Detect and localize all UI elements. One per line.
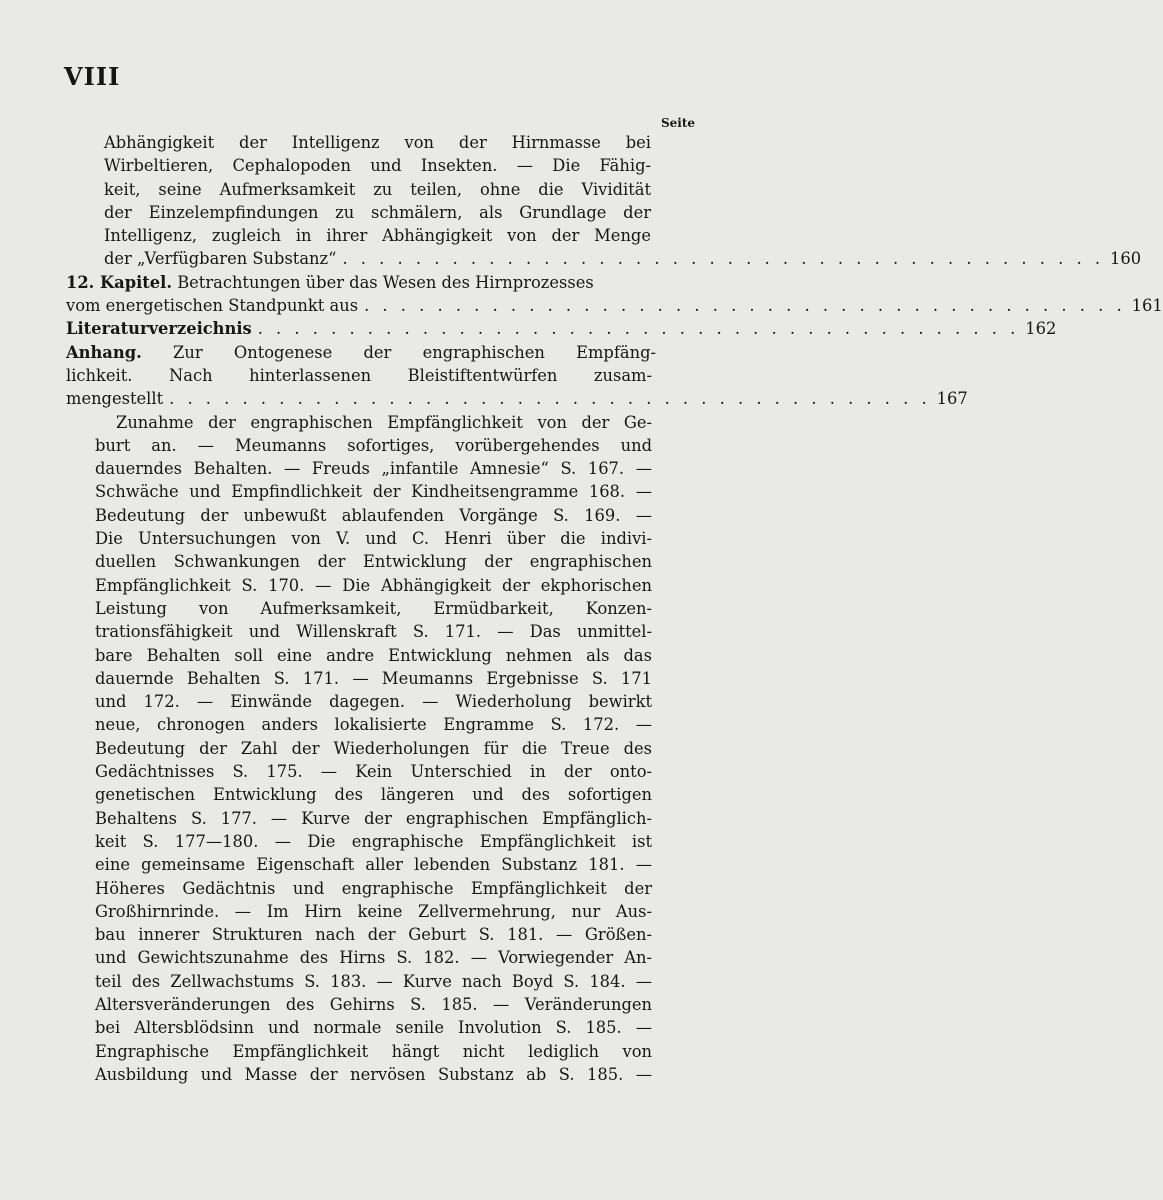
page-number: VIII xyxy=(64,62,121,91)
appendix-label: Anhang. xyxy=(66,342,142,362)
text-line: Engraphische Empfänglichkeit hängt nicht lediglich von xyxy=(95,1041,652,1061)
text-line: und Gewichtszunahme des Hirns S. 182. — Vorwiegender An- xyxy=(95,948,652,968)
chapter-number: 12. Kapitel. xyxy=(66,272,172,292)
text-line: bau innerer Strukturen nach der Geburt S. 181. — Größen- xyxy=(95,925,652,945)
appendix-title-line: mengestellt xyxy=(66,389,164,409)
text-line: genetischen Entwicklung des längeren und des sofortigen xyxy=(95,785,652,805)
toc-entry-line xyxy=(66,271,692,294)
text-line: Die Untersuchungen von V. und C. Henri über die indivi- xyxy=(95,529,652,549)
text-line: Abhängigkeit der Intelligenz von der Hirnmasse bei xyxy=(104,133,651,152)
appendix-title-line: Zur Ontogenese der engraphischen Empfäng- xyxy=(173,342,656,362)
text-line: Schwäche und Empfindlichkeit der Kindheitsengramme 168. — xyxy=(95,482,652,502)
text-line: duellen Schwankungen der Entwicklung der engraphischen xyxy=(95,552,652,572)
text-line: lichkeit. Nach hinterlassenen Bleistiftentwürfen zusam- xyxy=(66,365,652,385)
toc-page-ref: 161 xyxy=(1131,296,1163,316)
text-line: Behaltens S. 177. — Kurve der engraphischen Empfänglich- xyxy=(95,808,652,828)
toc-entry-text: Literaturverzeichnis xyxy=(66,319,252,339)
toc-entry-kapitel-12 xyxy=(0,271,1163,318)
toc-page-ref: 162 xyxy=(1025,319,1057,339)
text-line: eine gemeinsame Eigenschaft aller lebenden Substanz 181. — xyxy=(95,855,652,875)
text-line: Ausbildung und Masse der nervösen Substanz ab S. 185. — xyxy=(95,1064,652,1084)
toc-entry-literatur xyxy=(66,317,1057,340)
text-line: Bedeutung der Zahl der Wiederholungen für die Treue des xyxy=(95,738,652,758)
chapter-title-line: vom energetischen Standpunkt aus xyxy=(66,296,359,316)
text-line: dauerndes Behalten. — Freuds „infantile Amnesie“ S. 167. — xyxy=(95,459,652,479)
leader-dots: . . . . . . . . . . . . . . . . . . . . . . . . . . . . . . . . . . . . . . . . . . xyxy=(342,249,1104,269)
text-line: trationsfähigkeit und Willenskraft S. 171. — Das unmittel- xyxy=(95,622,652,642)
toc-block-2 xyxy=(0,411,724,1087)
text-line: dauernde Behalten S. 171. — Meumanns Ergebnisse S. 171 xyxy=(95,668,652,688)
text-line: Empfänglichkeit S. 170. — Die Abhängigkeit der ekphorischen xyxy=(95,575,652,595)
text-line: Leistung von Aufmerksamkeit, Ermüdbarkeit, Konzen- xyxy=(95,598,652,618)
leader-dots: . . . . . . . . . . . . . . . . . . . . . . . . . . . . . . . . . . . . . . . . . . xyxy=(364,296,1126,316)
toc-entry-anhang xyxy=(0,341,968,411)
toc-entry-line xyxy=(66,294,1163,317)
text-line: bei Altersblödsinn und normale senile Involution S. 185. — xyxy=(95,1018,652,1038)
text-line: teil des Zellwachstums S. 183. — Kurve nach Boyd S. 184. — xyxy=(95,971,652,991)
leader-dots: . . . . . . . . . . . . . . . . . . . . . . . . . . . . . . . . . . . . . . . . . . xyxy=(257,319,1020,339)
chapter-title-line: Betrachtungen über das Wesen des Hirnprozesses xyxy=(177,272,594,292)
text-line: Intelligenz, zugleich in ihrer Abhängigkeit von der Menge xyxy=(104,226,651,246)
page-column-label: Seite xyxy=(660,116,695,130)
text-line: Zunahme der engraphischen Empfänglichkeit von der Ge- xyxy=(116,412,652,432)
text-line: und 172. — Einwände dagegen. — Wiederholung bewirkt xyxy=(95,692,652,712)
text-line: burt an. — Meumanns sofortiges, vorübergehendes und xyxy=(95,435,652,455)
text-line: Großhirnrinde. — Im Hirn keine Zellvermehrung, nur Aus- xyxy=(95,901,652,921)
text-line: Altersveränderungen des Gehirns S. 185. — Veränderungen xyxy=(95,994,652,1014)
toc-page-ref: 167 xyxy=(936,389,968,409)
toc-entry-line xyxy=(66,387,968,410)
text-line: der Einzelempfindungen zu schmälern, als Grundlage der xyxy=(104,202,651,222)
toc-entry-text: der „Verfügbaren Substanz“ xyxy=(104,249,337,269)
toc-block-1 xyxy=(0,131,1142,271)
leader-dots: . . . . . . . . . . . . . . . . . . . . . . . . . . . . . . . . . . . . . . . . . . xyxy=(169,389,931,409)
text-line: Höheres Gedächtnis und engraphische Empfänglichkeit der xyxy=(95,878,652,898)
toc-entry-line xyxy=(104,247,1142,270)
text-line: neue, chronogen anders lokalisierte Engramme S. 172. — xyxy=(95,715,652,735)
text-line: Gedächtnisses S. 175. — Kein Unterschied in der onto- xyxy=(95,762,652,782)
text-line: keit S. 177—180. — Die engraphische Empfänglichkeit ist xyxy=(95,831,652,851)
text-line: keit, seine Aufmerksamkeit zu teilen, ohne die Vividität xyxy=(104,179,651,199)
toc-entry-line xyxy=(66,341,656,364)
text-line: bare Behalten soll eine andre Entwicklung nehmen als das xyxy=(95,645,652,665)
text-line: Bedeutung der unbewußt ablaufenden Vorgänge S. 169. — xyxy=(95,505,652,525)
toc-text xyxy=(0,131,1163,1086)
text-line: Wirbeltieren, Cephalopoden und Insekten. — Die Fähig- xyxy=(104,156,651,176)
toc-page-ref: 160 xyxy=(1110,249,1142,269)
